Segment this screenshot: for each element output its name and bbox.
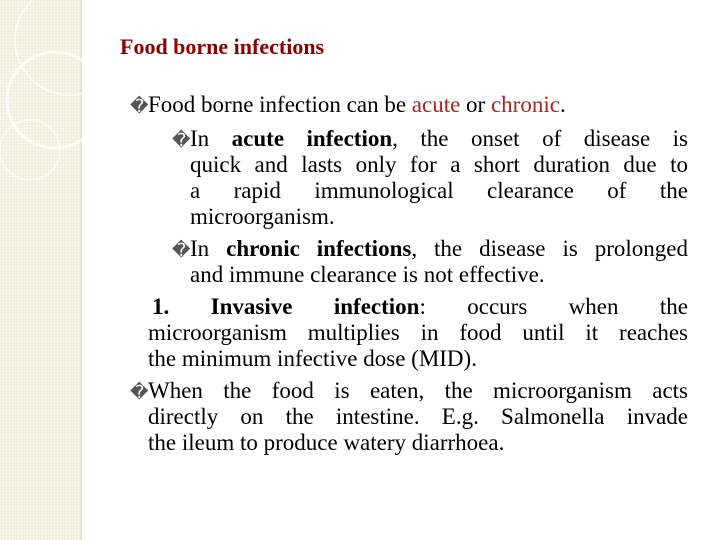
p3-term: chronic infections xyxy=(226,236,412,261)
p4-line-2: microorganism multiplies in food until it reaches xyxy=(148,320,688,345)
p5-line-1 xyxy=(130,378,688,406)
p4-term: Invasive infection xyxy=(210,294,420,319)
p1-acute: acute xyxy=(411,92,461,117)
p3-lead: In xyxy=(190,236,227,261)
bullet-paragraph-1 xyxy=(130,92,566,120)
p1-chronic: chronic xyxy=(490,92,560,117)
p4-line-1 xyxy=(152,294,688,320)
p4-number: 1. xyxy=(152,294,170,319)
decorative-circles xyxy=(0,0,140,180)
p2-line-1-rest: , the onset of disease is xyxy=(392,126,688,151)
p2-line-4: microorganism. xyxy=(190,204,335,229)
p2-line-2: quick and lasts only for a short duration due to xyxy=(190,152,688,177)
p2-line-3: a rapid immunological clearance of the xyxy=(190,178,688,203)
bullet-glyph: � xyxy=(172,130,191,151)
p4-line-3: the minimum infective dose (MID). xyxy=(148,346,477,371)
bullet-glyph: � xyxy=(130,382,149,403)
p2-line-1 xyxy=(172,126,688,154)
p1-prefix: Food borne infection can be xyxy=(148,92,412,117)
p3-line-2: and immune clearance is not effective. xyxy=(190,262,545,287)
p5-line-1-text: When the food is eaten, the microorganism acts xyxy=(148,378,688,403)
p5-line-3: the ileum to produce watery diarrhoea. xyxy=(148,430,505,455)
p5-line-2: directly on the intestine. E.g. Salmonella invade xyxy=(148,404,688,429)
p1-mid: or xyxy=(460,92,491,117)
slide-body xyxy=(120,0,690,540)
p2-term: acute infection xyxy=(231,126,393,151)
p3-line-1 xyxy=(172,236,688,264)
bullet-glyph: � xyxy=(130,96,149,117)
p1-suffix: . xyxy=(559,92,566,117)
slide-title: Food borne infections xyxy=(120,34,325,59)
p4-line-1-rest: : occurs when the xyxy=(419,294,688,319)
p3-line-1-rest: , the disease is prolonged xyxy=(411,236,688,261)
bullet-glyph: � xyxy=(172,240,191,261)
p2-lead: In xyxy=(190,126,232,151)
